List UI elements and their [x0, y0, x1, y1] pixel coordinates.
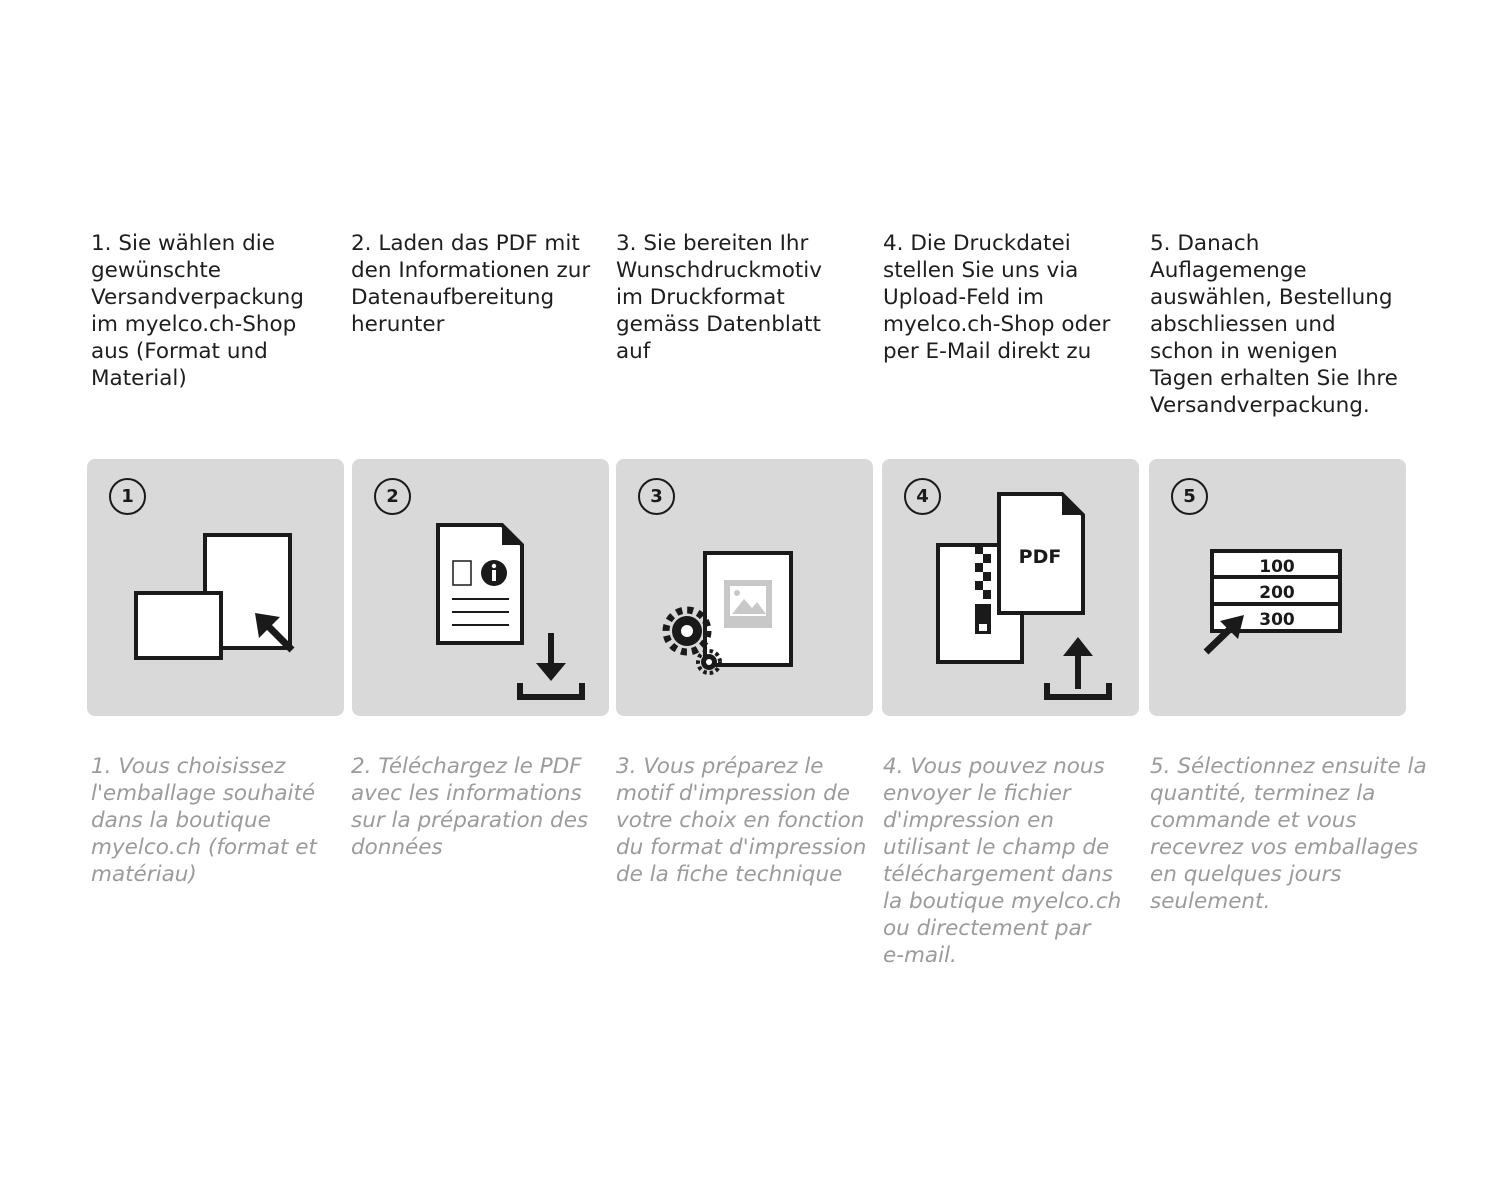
- gear-icon: [666, 610, 708, 652]
- step-5-badge: 5: [1171, 478, 1208, 515]
- step-2-badge: 2: [374, 478, 411, 515]
- step-1-french-text: 1. Vous choisissez l'emballage souhaité dans la boutique myelco.ch (format et matériau): [91, 754, 317, 887]
- step-1-german-text: 1. Sie wählen die gewünschte Versandverpackung im myelco.ch-Shop aus (Format und Material): [91, 231, 304, 391]
- info-icon: [481, 560, 507, 586]
- step-4-german-text: 4. Die Druckdatei stellen Sie uns via Upload-Feld im myelco.ch-Shop oder per E-Mail direkt zu: [883, 231, 1111, 364]
- step-2-german-text: 2. Laden das PDF mit den Informationen zur Datenaufbereitung herunter: [351, 231, 591, 337]
- step-3-german-text: 3. Sie bereiten Ihr Wunschdruckmotiv im Druckformat gemäss Datenblatt auf: [616, 231, 823, 364]
- step-4-card: [882, 459, 1139, 716]
- download-arrow-icon: [520, 633, 582, 697]
- step-3-badge: 3: [638, 478, 675, 515]
- step-4-french-text: 4. Vous pouvez nous envoyer le fichier d'impression en utilisant le champ de téléchargement dans la boutique myelco.ch ou directement par e-mail.: [883, 754, 1122, 968]
- step-5-french-text: 5. Sélectionnez ensuite la quantité, terminez la commande et vous recevrez vos emballages en quelques jours seulement.: [1150, 754, 1427, 914]
- step-3-french-text: 3. Vous préparez le motif d'impression de votre choix en fonction du format d'impression de la fiche technique: [616, 754, 867, 887]
- pdf-label: PDF: [1018, 546, 1062, 568]
- upload-arrow-icon: [1047, 637, 1109, 697]
- download-document-icon: [352, 459, 609, 716]
- select-format-icon: [87, 459, 344, 716]
- step-5-card: [1149, 459, 1406, 716]
- step-1-card: [87, 459, 344, 716]
- step-1-badge: 1: [109, 478, 146, 515]
- step-2-french-text: 2. Téléchargez le PDF avec les informations sur la préparation des données: [351, 754, 589, 860]
- quantity-option-300: 300: [1259, 610, 1295, 630]
- small-gear-icon: [698, 651, 720, 673]
- step-4-badge: 4: [904, 478, 941, 515]
- select-quantity-icon: [1149, 459, 1406, 716]
- upload-file-icon: [882, 459, 1139, 716]
- image-placeholder-icon: [724, 580, 772, 628]
- step-2-card: [352, 459, 609, 716]
- step-5-german-text: 5. Danach Auflagemenge auswählen, Bestellung abschliessen und schon in wenigen Tagen erhalten Sie Ihre Versandverpackung.: [1150, 231, 1398, 418]
- step-3-card: [616, 459, 873, 716]
- prepare-image-icon: [616, 459, 873, 716]
- pdf-file-icon: [999, 494, 1083, 613]
- quantity-option-100: 100: [1259, 557, 1295, 577]
- quantity-option-200: 200: [1259, 583, 1295, 603]
